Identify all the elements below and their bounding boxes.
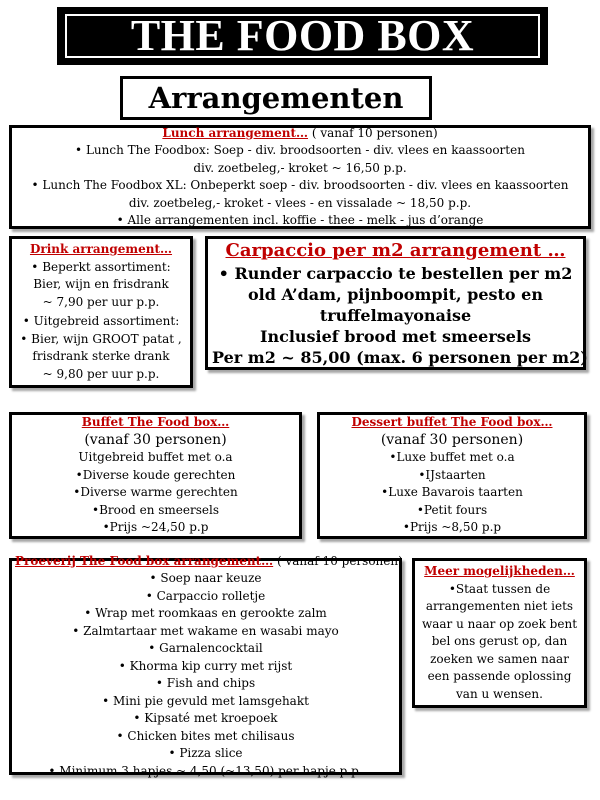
lunch-header: Lunch arrangement… <box>162 125 309 140</box>
drink-header: Drink arrangement… <box>29 242 173 256</box>
buffet-section <box>9 412 302 539</box>
proeverij-line: • Carpaccio rolletje <box>145 588 266 603</box>
meer-line: van u wensen. <box>456 686 543 701</box>
proeverij-line: • Garnalencocktail <box>148 641 263 656</box>
meer-line: waar u naar op zoek bent <box>421 616 578 631</box>
lunch-header-line <box>16 125 584 143</box>
dessert-line: •Petit fours <box>416 502 488 517</box>
dessert-vanaf: (vanaf 30 personen) <box>380 431 524 448</box>
meer-line: •Staat tussen de <box>448 581 551 596</box>
lunch-section <box>9 125 591 229</box>
drink-section <box>9 236 193 388</box>
meer-line: zoeken we samen naar <box>430 651 569 666</box>
proeverij-line: • Wrap met roomkaas en gerookte zalm <box>84 606 327 621</box>
buffet-line: •Brood en smeersels <box>92 502 219 517</box>
buffet-line: •Prijs ~24,50 p.p <box>102 520 209 535</box>
dessert-line: •IJstaarten <box>418 467 486 482</box>
dessert-line: •Luxe buffet met o.a <box>389 450 515 465</box>
proeverij-header-line <box>15 553 403 571</box>
lunch-header-note: ( vanaf 10 personen) <box>308 125 438 140</box>
dessert-header: Dessert buffet The Food box… <box>351 415 553 430</box>
drink-line: Bier, wijn en frisdrank <box>33 277 169 291</box>
buffet-line: Uitgebreid buffet met o.a <box>78 450 233 465</box>
proeverij-line: • Khorma kip curry met rijst <box>118 658 293 673</box>
page-subtitle: Arrangementen <box>148 80 404 115</box>
dessert-line: •Prijs ~8,50 p.p <box>402 520 502 535</box>
carpaccio-header: Carpaccio per m2 arrangement … <box>225 239 566 261</box>
dessert-section <box>317 412 587 539</box>
carpaccio-line: • Runder carpaccio te bestellen per m2 <box>218 263 573 283</box>
meer-line: bel ons gerust op, dan <box>431 634 568 648</box>
carpaccio-line: Per m2 ~ 85,00 (max. 6 personen per m2) <box>212 347 588 367</box>
carpaccio-line: Inclusief brood met smeersels <box>259 326 532 346</box>
meer-line: arrangementen niet iets <box>425 599 574 613</box>
carpaccio-line: truffelmayonaise <box>319 305 472 325</box>
subtitle-box <box>120 76 432 120</box>
drink-line: • Bier, wijn GROOT patat , <box>20 331 182 346</box>
buffet-line: •Diverse koude gerechten <box>75 467 236 482</box>
lunch-line: div. zoetbeleg,- kroket - vlees - en vissalade ~ 18,50 p.p. <box>128 195 472 210</box>
proeverij-line: • Minimum 3 hapjes ~ 4,50 (~13,50) per hapje p.p. <box>48 763 363 778</box>
proeverij-line: • Kipsaté met kroepoek <box>133 711 278 726</box>
lunch-line: • Alle arrangementen incl. koffie - thee - melk - jus d’orange <box>116 213 484 227</box>
carpaccio-line: old A’dam, pijnboompit, pesto en <box>248 284 543 304</box>
proeverij-line: • Mini pie gevuld met lamsgehakt <box>102 693 309 708</box>
dessert-line: •Luxe Bavarois taarten <box>381 485 523 500</box>
drink-line: frisdrank sterke drank <box>32 349 170 363</box>
meer-header: Meer mogelijkheden… <box>424 564 575 578</box>
lunch-line: div. zoetbeleg,- kroket ~ 16,50 p.p. <box>193 160 407 175</box>
lunch-line: • Lunch The Foodbox XL: Onbeperkt soep - div. broodsoorten - div. vlees en kaassoorten <box>31 178 569 192</box>
proeverij-line: • Soep naar keuze <box>149 571 262 586</box>
drink-line: ~ 7,90 per uur p.p. <box>42 294 160 309</box>
buffet-line: •Diverse warme gerechten <box>73 485 238 500</box>
drink-line: • Beperkt assortiment: <box>31 259 171 274</box>
proeverij-line: • Chicken bites met chilisaus <box>116 728 295 743</box>
drink-line: ~ 9,80 per uur p.p. <box>42 366 160 381</box>
lunch-line: • Lunch The Foodbox: Soep - div. broodsoorten - div. vlees en kaassoorten <box>75 143 525 157</box>
page-title: THE FOOD BOX <box>130 11 475 60</box>
drink-line: • Uitgebreid assortiment: <box>22 314 180 328</box>
buffet-header: Buffet The Food box… <box>81 415 230 430</box>
proeverij-line: • Zalmtartaar met wakame en wasabi mayo <box>72 623 339 638</box>
carpaccio-section <box>205 236 586 370</box>
proeverij-section <box>9 553 403 778</box>
meer-section <box>412 558 587 708</box>
proeverij-header-note: ( vanaf 10 personen) <box>273 553 403 568</box>
proeverij-line: • Pizza slice <box>168 746 243 761</box>
proeverij-header: Proeverij The Food box arrangement… <box>15 553 274 568</box>
title-banner <box>57 7 548 65</box>
buffet-vanaf: (vanaf 30 personen) <box>84 431 227 448</box>
proeverij-line: • Fish and chips <box>155 676 256 691</box>
meer-line: een passende oplossing <box>427 669 572 683</box>
title-frame <box>65 11 540 60</box>
